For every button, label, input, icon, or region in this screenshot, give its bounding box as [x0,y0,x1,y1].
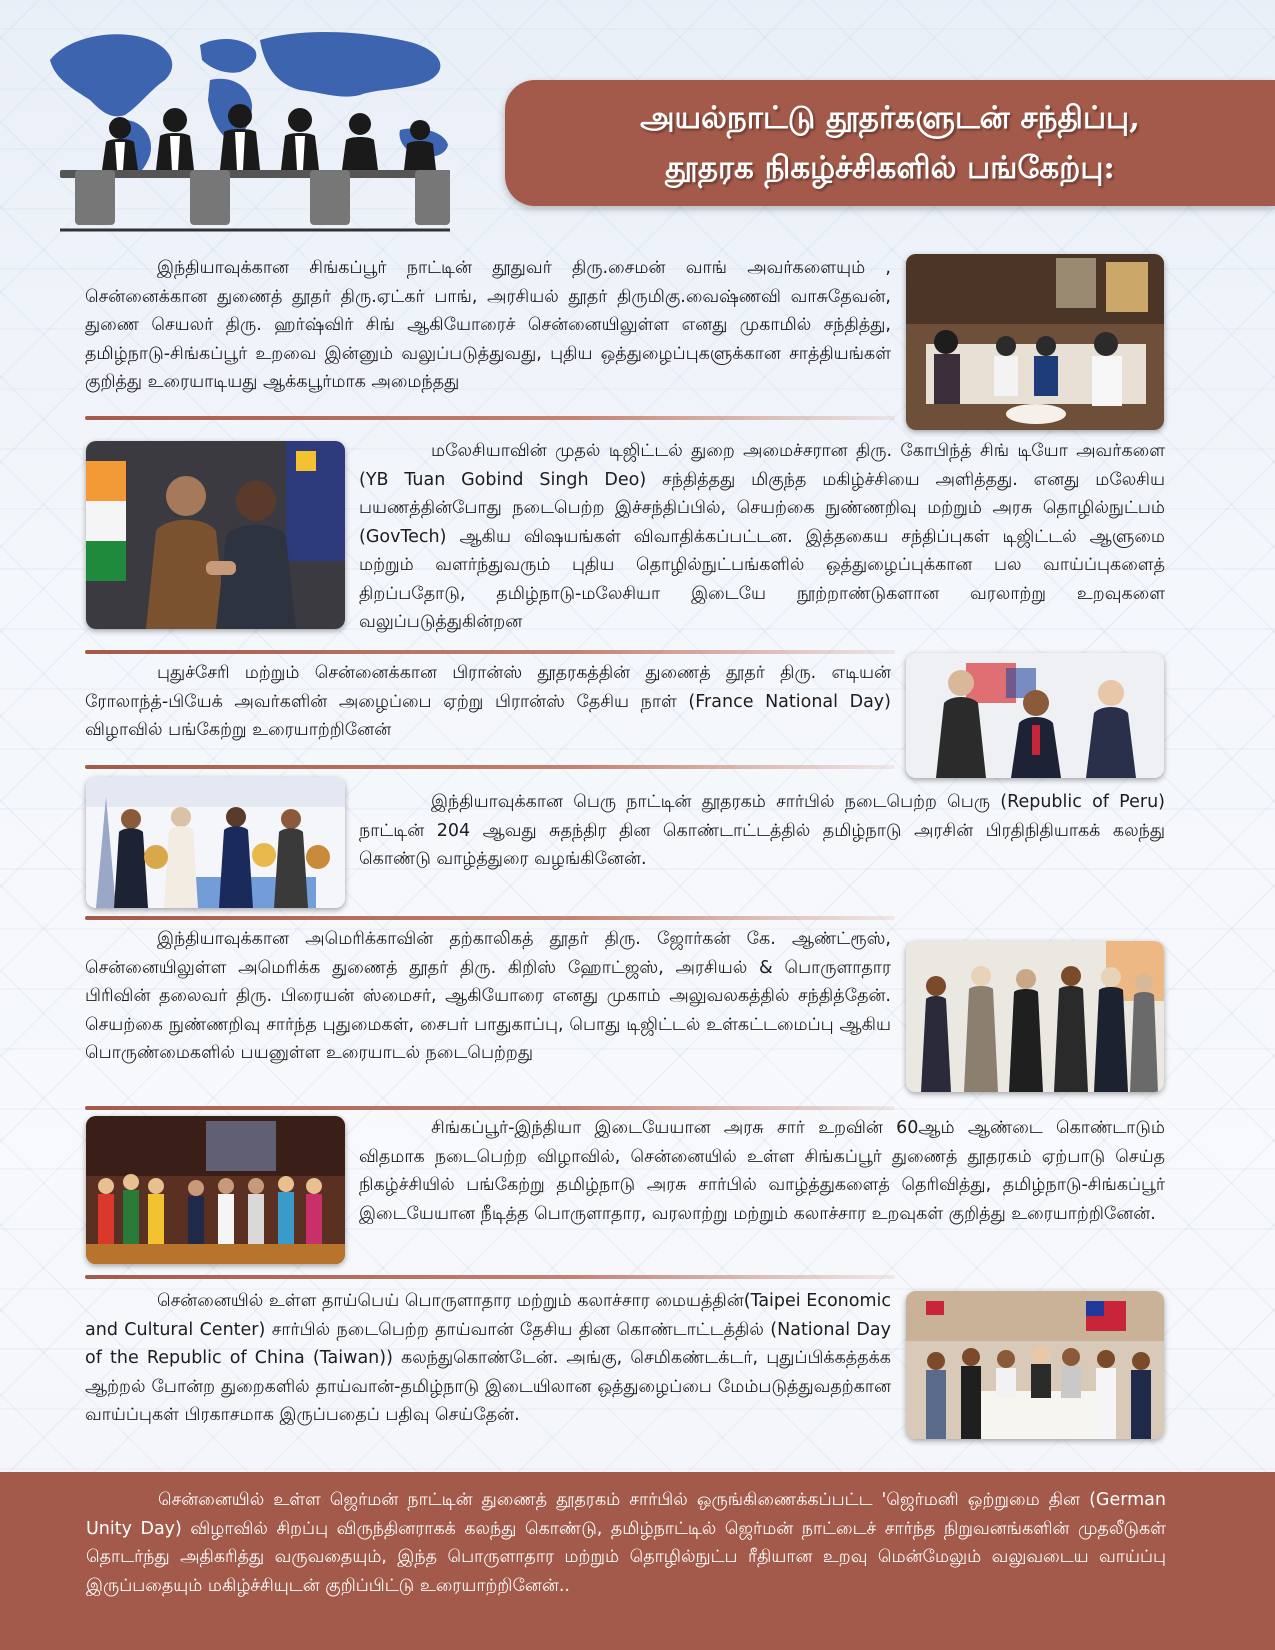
section-7-text: சென்னையில் உள்ள தாய்பெய் பொருளாதார மற்றும் கலாச்சார மையத்தின்(Taipei Economic and Cultural Center) சார்பில் நடைபெற்ற தாய்வான் தேசிய தின கொண்டாட்டத்தில் (National Day of the Republic of China (Taiwan)) கலந்துகொண்டேன். அங்கு, செமிகண்டக்டர், புதுப்பிக்கத்தக்க ஆற்றல் போன்ற துறைகளில் தாய்வான்-தமிழ்நாடு இடையிலான ஒத்துழைப்பை மேம்படுத்துவதற்கான வாய்ப்புகள் பிரகாசமாக இருப்பதைப் பதிவு செய்தேன். [85,1291,891,1425]
divider [85,650,895,654]
section-6-text: சிங்கப்பூர்-இந்தியா இடையேயான அரசு சார் உறவின் 60ஆம் ஆண்டை கொண்டாடும் விதமாக நடைபெற்ற விழாவில், சென்னையில் உள்ள சிங்கப்பூர் துணைத் தூதரகம் ஏற்பாடு செய்த நிகழ்ச்சியில் பங்கேற்று தமிழ்நாடு அரசு சார்பில் வாழ்த்துகளைத் தெரிவித்து, தமிழ்நாடு-சிங்கப்பூர் இடையேயான நீடித்த பொருளாதார, வரலாற்று மற்றும் கலாச்சார உறவுகள் குறித்து உரையாற்றினேன். [359,1118,1165,1224]
section-3-text: புதுச்சேரி மற்றும் சென்னைக்கான பிரான்ஸ் தூதரகத்தின் துணைத் தூதர் திரு. எடியன் ரோலாந்த்-பியேக் அவர்களின் அழைப்பை ஏற்று பிரான்ஸ் தேசிய நாள் (France National Day) விழாவில் பங்கேற்று உரையாற்றினேன் [85,663,891,740]
section-2-photo [86,441,345,629]
section-4-text: இந்தியாவுக்கான பெரு நாட்டின் தூதரகம் சார்பில் நடைபெற்ற பெரு (Republic of Peru) நாட்டின் 204 ஆவது சுதந்திர தின கொண்டாட்டத்தில் தமிழ்நாடு அரசின் பிரதிநிதியாகக் கலந்து கொண்டு வாழ்த்துரை வழங்கினேன். [359,792,1165,869]
divider [85,1275,895,1279]
page-title-line-2: தூதரக நிகழ்ச்சிகளில் பங்கேற்பு: [665,150,1115,186]
divider [85,916,895,920]
world-map-meeting-icon [30,20,480,240]
section-5-text: இந்தியாவுக்கான அமெரிக்காவின் தற்காலிகத் தூதர் திரு. ஜோர்கன் கே. ஆண்ட்ரூஸ், சென்னையிலுள்ள அமெரிக்க துணைத் தூதர் திரு. கிறிஸ் ஹோட்ஜஸ், அரசியல் & பொருளாதார பிரிவின் தலைவர் திரு. பிரையன் ஸ்மைசர், ஆகியோரை எனது முகாம் அலுவலகத்தில் சந்தித்தேன். செயற்கை நுண்ணறிவு சார்ந்த புதுமைகள், சைபர் பாதுகாப்பு, பொது டிஜிட்டல் உள்கட்டமைப்பு ஆகிய பொருண்மைகளில் பயனுள்ள உரையாடல் நடைபெற்றது [85,929,891,1063]
section-7-photo [906,1291,1164,1439]
page-title-line-1: அயல்நாட்டு தூதர்களுடன் சந்திப்பு, [640,100,1140,136]
section-2-text: மலேசியாவின் முதல் டிஜிட்டல் துறை அமைச்சரான திரு. கோபிந்த் சிங் டியோ அவர்களை (YB Tuan Gobind Singh Deo) சந்தித்தது மிகுந்த மகிழ்ச்சியை அளித்தது. எனது மலேசிய பயணத்தின்போது நடைபெற்ற இச்சந்திப்பில், செயற்கை நுண்ணறிவு மற்றும் அரசு தொழில்நுட்பம் (GovTech) ஆகிய விஷயங்கள் விவாதிக்கப்பட்டன. இத்தகைய சந்திப்புகள் டிஜிட்டல் ஆளுமை மற்றும் வளர்ந்துவரும் புதிய தொழில்நுட்பங்களில் ஒத்துழைப்புக்கான பல வாய்ப்புகளைத் திறப்பதோடு, தமிழ்நாடு-மலேசியா இடையே நூற்றாண்டுகளான வரலாற்று உறவுகளை வலுப்படுத்துகின்றன [359,441,1165,632]
section-1-photo [906,254,1164,430]
divider [85,416,895,420]
section-3-photo [906,653,1164,778]
divider [85,1106,895,1110]
footer-band [0,1472,1275,1650]
section-4-photo [86,777,345,908]
divider [85,765,895,769]
section-6-photo [86,1116,345,1264]
page-title [505,80,1275,206]
section-5-photo [906,941,1164,1092]
footer-text: சென்னையில் உள்ள ஜெர்மன் நாட்டின் துணைத் தூதரகம் சார்பில் ஒருங்கிணைக்கப்பட்ட 'ஜெர்மனி ஒற்றுமை தின (German Unity Day) விழாவில் சிறப்பு விருந்தினராகக் கலந்து கொண்டு, தமிழ்நாட்டில் ஜெர்மன் நாட்டைச் சார்ந்த நிறுவனங்களின் முதலீடுகள் தொடர்ந்து அதிகரித்து வருவதையும், இந்த பொருளாதார மற்றும் தொழில்நுட்ப ரீதியான உறவு மென்மேலும் வலுவடைய வாய்ப்பு இருப்பதையும் மகிழ்ச்சியுடன் குறிப்பிட்டு உரையாற்றினேன்.. [86,1490,1166,1596]
section-1-text: இந்தியாவுக்கான சிங்கப்பூர் நாட்டின் தூதுவர் திரு.சைமன் வாங் அவர்களையும் , சென்னைக்கான துணைத் தூதர் திரு.ஏட்கர் பாங், அரசியல் தூதர் திருமிகு.வைஷ்ணவி வாசுதேவன், துணை செயலர் திரு. ஹர்ஷ்விர் சிங் ஆகியோரைச் சென்னையிலுள்ள எனது முகாமில் சந்தித்து, தமிழ்நாடு-சிங்கப்பூர் உறவை இன்னும் வலுப்படுத்துவது, புதிய ஒத்துழைப்புகளுக்கான சாத்தியங்கள் குறித்து உரையாடியது ஆக்கபூர்மாக அமைந்தது [85,258,891,392]
